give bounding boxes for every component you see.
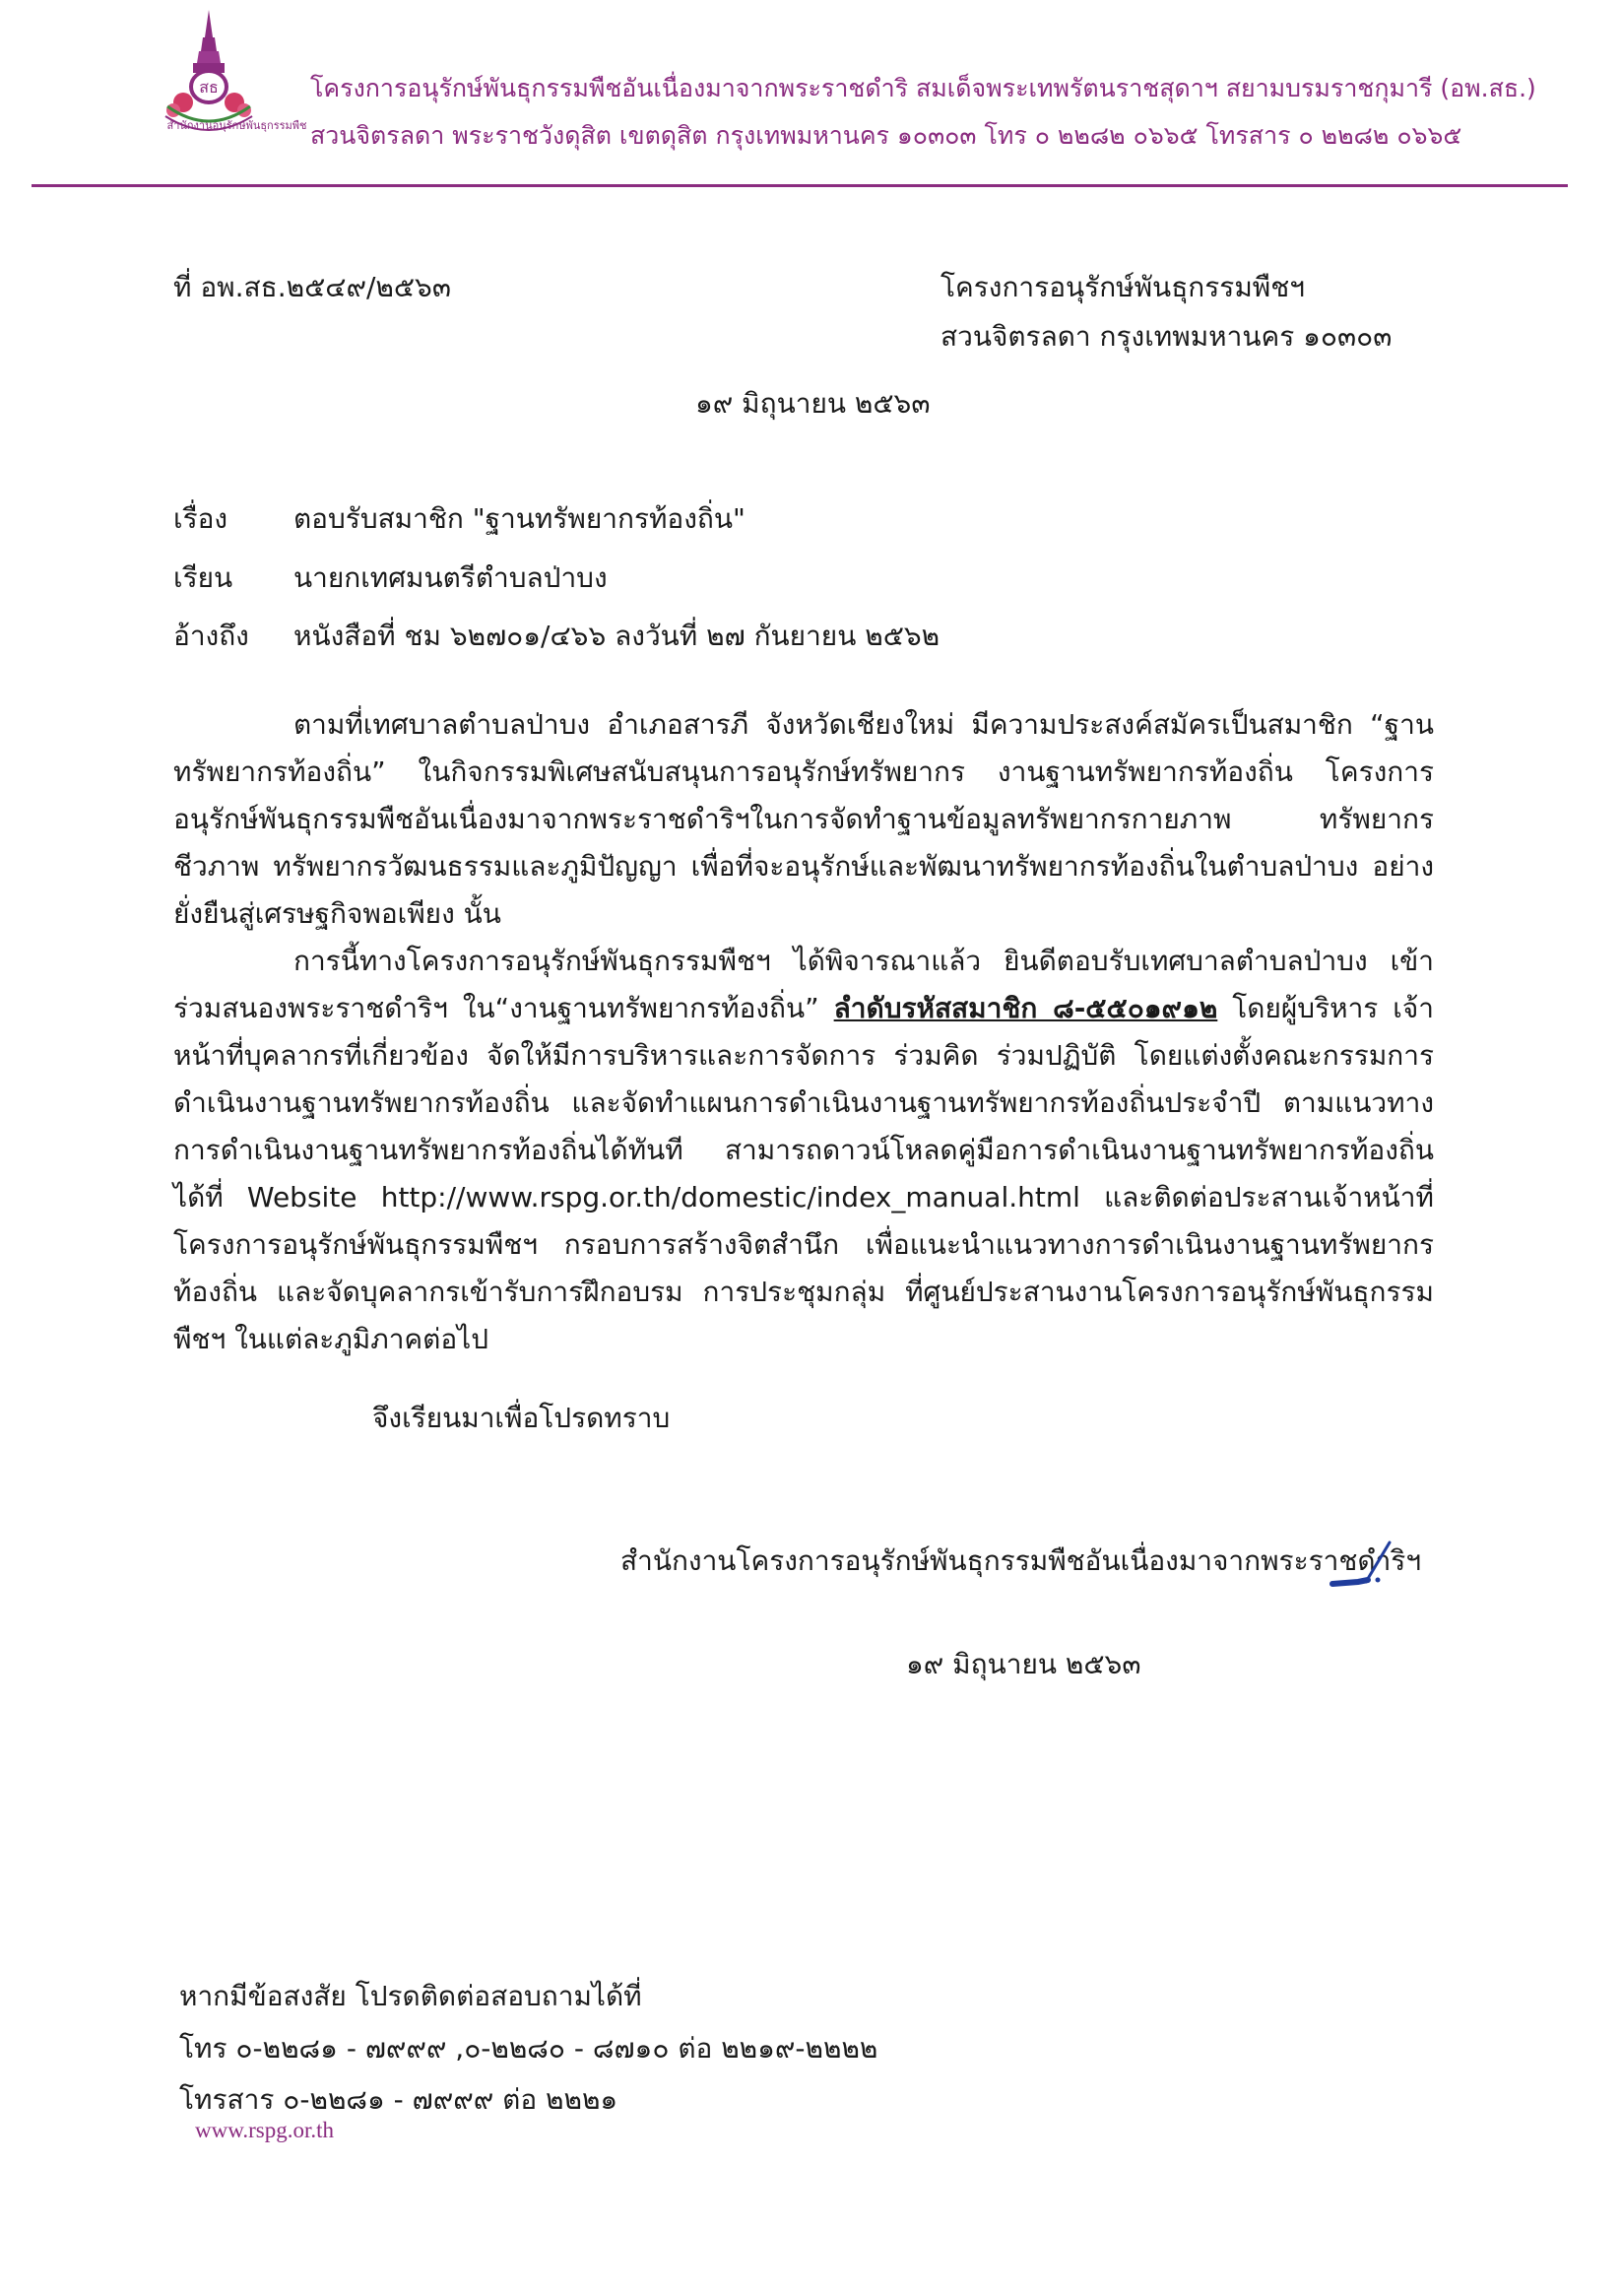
logo-caption: สำนักงานอนุรักษ์พันธุกรรมพืช <box>166 119 307 132</box>
footer-telephone: โทร ๐-๒๒๘๑ - ๗๙๙๙ ,๐-๒๒๘๐ - ๘๗๑๐ ต่อ ๒๒๑๙-๒๒๒๒ <box>179 2032 878 2065</box>
body-paragraph-2-end: โดยผู้บริหาร เจ้าหน้าที่บุคลากรที่เกี่ยวข้อง จัดให้มีการบริหารและการจัดการ ร่วมคิด ร่วมปฏิบัติ โดยแต่งตั้งคณะกรรมการดำเนินงานฐานทรัพยากรท้องถิ่น และจัดทำแผนการดำเนินงานฐานทรัพยากรท้องถิ่นประจำปี ตามแนวทางการดำเนินงานฐานทรัพยากรท้องถิ่นได้ทันที สามารถดาวน์โหลดคู่มือการดำเนินงานฐานทรัพยากรท้องถิ่นได้ที่ Website http://www.rspg.or.th/domestic/index_manual.html และติดต่อประสานเจ้าหน้าที่โครงการอนุรักษ์พันธุกรรมพืชฯ กรอบการสร้างจิตสำนึก เพื่อแนะนำแนวทางการดำเนินงานฐานทรัพยากรท้องถิ่น และจัดบุคลากรเข้ารับการฝึกอบรม การประชุมกลุ่ม ที่ศูนย์ประสานงานโครงการอนุรักษ์พันธุกรรมพืชฯ ในแต่ละภูมิภาคต่อไป <box>173 992 1434 1355</box>
body-paragraph-2-start: การนี้ทางโครงการอนุรักษ์พันธุกรรมพืชฯ ได้พิจารณาแล้ว ยินดีตอบรับเทศบาลตำบลป่าบง เข้าร่วมสนองพระราชดำริฯ ใน“งานฐานทรัพยากรท้องถิ่น” <box>173 945 1434 1024</box>
letterhead-divider <box>32 184 1568 187</box>
letter-body <box>173 701 1434 1363</box>
subject-label: เรื่อง <box>173 502 228 535</box>
letterhead-address: สวนจิตรลดา พระราชวังดุสิต เขตดุสิต กรุงเทพมหานคร ๑๐๓๐๓ โทร ๐ ๒๒๘๒ ๐๖๖๕ โทรสาร ๐ ๒๒๘๒ ๐๖๖๕ <box>310 121 1462 150</box>
signature-mark <box>1325 1537 1403 1596</box>
reference-value: หนังสือที่ ชม ๖๒๗๐๑/๔๖๖ ลงวันที่ ๒๗ กันยายน ๒๕๖๒ <box>293 620 940 652</box>
closing-line: จึงเรียนมาเพื่อโปรดทราบ <box>372 1402 671 1434</box>
recipient-value: นายกเทศมนตรีตำบลป่าบง <box>293 561 608 594</box>
sender-name: โครงการอนุรักษ์พันธุกรรมพืชฯ <box>940 271 1305 303</box>
signature-office: สำนักงานโครงการอนุรักษ์พันธุกรรมพืชอันเนื่องมาจากพระราชดำริฯ <box>620 1544 1422 1577</box>
recipient-label: เรียน <box>173 561 233 594</box>
reference-number: ที่ อพ.สธ.๒๕๔๙/๒๕๖๓ <box>173 271 451 303</box>
body-paragraph-1: ตามที่เทศบาลตำบลป่าบง อำเภอสารภี จังหวัดเชียงใหม่ มีความประสงค์สมัครเป็นสมาชิก “ฐานทรัพยากรท้องถิ่น” ในกิจกรรมพิเศษสนับสนุนการอนุรักษ์ทรัพยากร งานฐานทรัพยากรท้องถิ่น โครงการอนุรักษ์พันธุกรรมพืชอันเนื่องมาจากพระราชดำริฯในการจัดทำฐานข้อมูลทรัพยากรกายภาพ ทรัพยากรชีวภาพ ทรัพยากรวัฒนธรรมและภูมิปัญญา เพื่อที่จะอนุรักษ์และพัฒนาทรัพยากรท้องถิ่นในตำบลป่าบง อย่างยั่งยืนสู่เศรษฐกิจพอเพียง นั้น <box>173 708 1434 930</box>
reference-label: อ้างถึง <box>173 620 249 652</box>
footer-website-link[interactable]: www.rspg.or.th <box>195 2118 334 2142</box>
member-code: ลำดับรหัสสมาชิก ๘-๕๕๐๑๙๑๒ <box>833 992 1218 1024</box>
signature-date: ๑๙ มิถุนายน ๒๕๖๓ <box>906 1648 1141 1680</box>
subject-value: ตอบรับสมาชิก "ฐานทรัพยากรท้องถิ่น" <box>293 502 746 535</box>
body-paragraph-2 <box>173 938 1434 1363</box>
letter-date: ๑๙ มิถุนายน ๒๕๖๓ <box>695 387 931 420</box>
letterhead-org-name: โครงการอนุรักษ์พันธุกรรมพืชอันเนื่องมาจากพระราชดำริ สมเด็จพระเทพรัตนราชสุดาฯ สยามบรมราชกุมารี (อพ.สธ.) <box>310 74 1536 102</box>
footer-fax: โทรสาร ๐-๒๒๘๑ - ๗๙๙๙ ต่อ ๒๒๒๑ <box>179 2083 618 2116</box>
svg-text:สธ: สธ <box>199 78 219 97</box>
footer-inquiry: หากมีข้อสงสัย โปรดติดต่อสอบถามได้ที่ <box>179 1980 642 2012</box>
sender-address: สวนจิตรลดา กรุงเทพมหานคร ๑๐๓๐๓ <box>940 320 1393 353</box>
